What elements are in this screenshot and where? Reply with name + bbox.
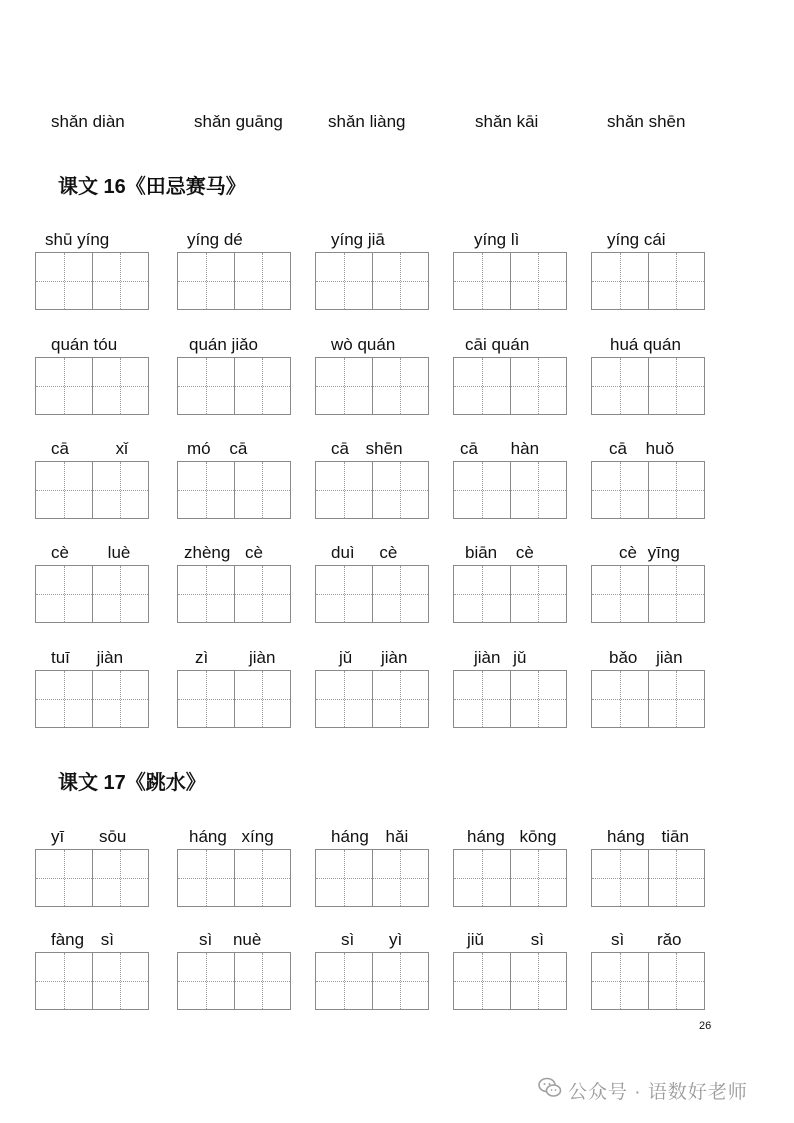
word-cell (591, 439, 705, 531)
pinyin-label: zì jiàn (195, 648, 276, 667)
word-cell (315, 930, 429, 1022)
writing-grid[interactable] (591, 357, 705, 415)
pinyin-label: duì cè (331, 543, 398, 562)
writing-grid[interactable] (35, 565, 149, 623)
writing-grid[interactable] (453, 670, 567, 728)
writing-grid[interactable] (177, 565, 291, 623)
writing-grid[interactable] (591, 952, 705, 1010)
lesson-16-title: 课文 16《田忌赛马》 (58, 176, 246, 198)
pinyin-label: sì yì (341, 930, 403, 949)
word-cell (315, 439, 429, 531)
writing-grid[interactable] (453, 461, 567, 519)
word-cell (35, 439, 149, 531)
pinyin-label: huá quán (610, 335, 681, 354)
pinyin-label: cāi quán (465, 335, 530, 354)
word-cell (35, 648, 149, 740)
word-cell (591, 543, 705, 635)
writing-grid[interactable] (35, 252, 149, 310)
word-cell (177, 230, 291, 322)
writing-grid[interactable] (591, 670, 705, 728)
word-cell (453, 335, 567, 427)
lesson-16-row (0, 543, 794, 635)
pinyin-label: cā hàn (460, 439, 540, 458)
pinyin-label: háng tiān (607, 827, 689, 846)
pinyin-label: háng kōng (467, 827, 557, 846)
word-cell (315, 648, 429, 740)
pinyin-label: bǎo jiàn (609, 648, 683, 667)
lesson-16-row (0, 335, 794, 427)
writing-grid[interactable] (591, 461, 705, 519)
pinyin-label: mó cā (187, 439, 248, 458)
wechat-icon (538, 1077, 562, 1104)
pinyin-label: cā shēn (331, 439, 403, 458)
pinyin-label: yī sōu (51, 827, 127, 846)
writing-grid[interactable] (177, 461, 291, 519)
writing-grid[interactable] (453, 952, 567, 1010)
writing-grid[interactable] (315, 565, 429, 623)
lesson-16-row (0, 439, 794, 531)
word-cell (315, 543, 429, 635)
pinyin-label: quán jiǎo (189, 335, 259, 354)
pinyin-label: jiàn jǔ (474, 648, 527, 667)
writing-grid[interactable] (315, 252, 429, 310)
writing-grid[interactable] (315, 670, 429, 728)
pinyin-label: jǔ jiàn (339, 648, 408, 667)
writing-grid[interactable] (177, 952, 291, 1010)
writing-grid[interactable] (177, 252, 291, 310)
word-cell (177, 439, 291, 531)
word-cell (35, 930, 149, 1022)
writing-grid[interactable] (177, 849, 291, 907)
pinyin-label: cā huǒ (609, 439, 675, 458)
word-cell (453, 439, 567, 531)
writing-grid[interactable] (315, 357, 429, 415)
pinyin-label: shǎn diàn (51, 112, 125, 131)
pinyin-label: cè yīng (619, 543, 680, 562)
word-cell (177, 930, 291, 1022)
pinyin-label: sì nuè (199, 930, 262, 949)
word-cell (35, 230, 149, 322)
pinyin-label: wò quán (331, 335, 396, 354)
pinyin-label: biān cè (465, 543, 534, 562)
word-cell (315, 335, 429, 427)
lesson-16-row (0, 648, 794, 740)
writing-grid[interactable] (35, 670, 149, 728)
word-cell (453, 230, 567, 322)
pinyin-label: tuī jiàn (51, 648, 124, 667)
pinyin-label: cè luè (51, 543, 131, 562)
pinyin-label: shǎn guāng (194, 112, 283, 131)
lesson-17-row (0, 827, 794, 919)
writing-grid[interactable] (35, 357, 149, 415)
pinyin-label: shǎn kāi (475, 112, 539, 131)
writing-grid[interactable] (453, 252, 567, 310)
word-cell (453, 543, 567, 635)
pinyin-label: shǎn liàng (328, 112, 406, 131)
pinyin-label: cā xǐ (51, 439, 128, 458)
word-cell (177, 827, 291, 919)
pinyin-label: yíng lì (474, 230, 520, 249)
lesson-16-row (0, 230, 794, 322)
writing-grid[interactable] (35, 952, 149, 1010)
pinyin-label: zhèng cè (184, 543, 263, 562)
word-cell (591, 335, 705, 427)
writing-grid[interactable] (35, 849, 149, 907)
word-cell (315, 230, 429, 322)
word-cell (591, 648, 705, 740)
word-cell (453, 827, 567, 919)
writing-grid[interactable] (591, 252, 705, 310)
pinyin-label: háng xíng (189, 827, 274, 846)
pinyin-label: shǎn shēn (607, 112, 686, 131)
pinyin-label: yíng cái (607, 230, 666, 249)
word-cell (35, 827, 149, 919)
writing-grid[interactable] (453, 849, 567, 907)
writing-grid[interactable] (591, 565, 705, 623)
word-cell (177, 335, 291, 427)
pinyin-label: yíng dé (187, 230, 243, 249)
word-cell (591, 827, 705, 919)
word-cell (177, 648, 291, 740)
writing-grid[interactable] (315, 849, 429, 907)
writing-grid[interactable] (453, 357, 567, 415)
word-cell (315, 827, 429, 919)
writing-grid[interactable] (35, 461, 149, 519)
word-cell (35, 543, 149, 635)
watermark-text: 公众号 · 语数好老师 (568, 1081, 748, 1103)
word-cell (453, 930, 567, 1022)
writing-grid[interactable] (177, 357, 291, 415)
writing-grid[interactable] (315, 461, 429, 519)
writing-grid[interactable] (591, 849, 705, 907)
word-cell (591, 230, 705, 322)
pinyin-label: quán tóu (51, 335, 118, 354)
word-cell (591, 930, 705, 1022)
word-cell (35, 335, 149, 427)
writing-grid[interactable] (315, 952, 429, 1010)
writing-grid[interactable] (453, 565, 567, 623)
pinyin-label: fàng sì (51, 930, 115, 949)
watermark (538, 1076, 748, 1104)
page-number: 26 (699, 1020, 712, 1032)
writing-grid[interactable] (177, 670, 291, 728)
pinyin-label: yíng jiā (331, 230, 385, 249)
pinyin-label: sì rǎo (611, 930, 682, 949)
word-cell (453, 648, 567, 740)
lesson-17-title: 课文 17《跳水》 (58, 772, 206, 794)
pinyin-label: háng hǎi (331, 827, 409, 846)
top-pinyin-row (0, 0, 794, 131)
pinyin-label: shū yíng (45, 230, 110, 249)
word-cell (177, 543, 291, 635)
lesson-17-row (0, 930, 794, 1022)
pinyin-label: jiǔ sì (467, 930, 544, 949)
